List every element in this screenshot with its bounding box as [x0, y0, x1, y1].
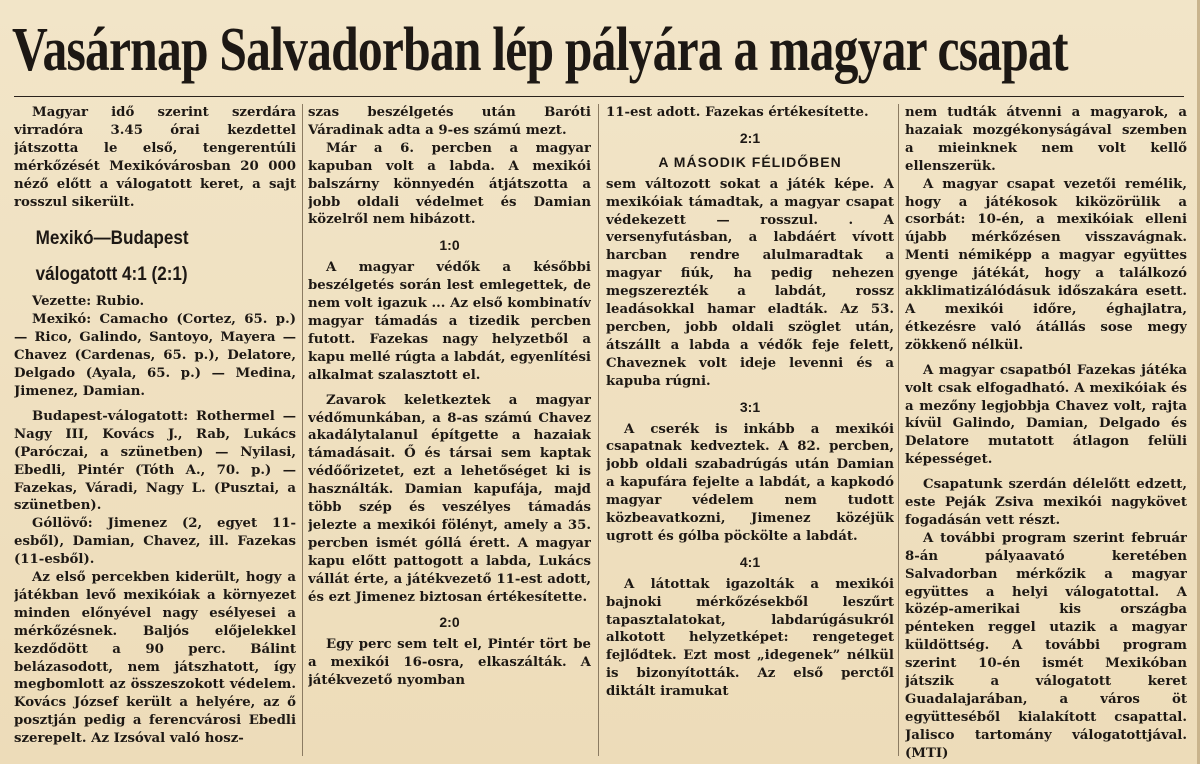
article-column-2: [308, 104, 591, 764]
referee-line: Vezette: Rubio.: [32, 294, 145, 310]
article-paragraph: nem tudták átvenni a magyarok, a hazaiak mozgékonyságával szemben a mieinknek nem volt kellő ellenszerük.: [905, 105, 1187, 174]
column-divider: [898, 104, 899, 756]
column-divider: [598, 104, 599, 756]
article-column-3: [606, 104, 894, 764]
article-paragraph: Egy perc sem telt el, Pintér tört be a mexikói 16-osra, elkaszálták. A játékvezető nyomban: [308, 637, 591, 689]
article-paragraph: A magyar védők a későbbi beszélgetés során lest emlegettek, de nem volt igazuk ... Az első kombinatív magyar támadás a tizedik percben futott. Fazekas nagy helyzetből a kapu mellé rúgta a labdát, egyenlítési alkalmat szalasztott el.: [308, 260, 591, 383]
mexico-lineup: Mexikó: Camacho (Cortez, 65. p.) — Rico, Galindo, Santoyo, Mayera — Chavez (Cardenas, 65. p.), Delatore, Delgado (Ayala, 65. p.) — Medina, Jimenez, Damian.: [14, 312, 296, 399]
score-marker: 2:0: [439, 614, 460, 631]
goal-scorers: Góllövő: Jimenez (2, egyet 11-esből), Damian, Chavez, ill. Fazekas (11-esből).: [14, 516, 296, 568]
match-heading: Mexikó—Budapest: [35, 228, 189, 250]
article-paragraph: A látottak igazolták a mexikói bajnoki mérkőzésekből leszűrt tapasztalatokat, labdarúgásukról alkotott helyzetképet: rengeteget fejlődtek. Ezt most „idegenek” nélkül is bizonyították. Az első perctől diktált iramukat: [606, 576, 894, 700]
article-paragraph: Az első percekben kiderült, hogy a játékban levő mexikóiak a környezet minden előnyével nagy esélyesei a mérkőzésnek. Baljós előjelekkel kezdődött a 90 perc. Bálint belázasodott, nem játszhatott, így megbomlott az összeszokott védelem. Kovács József került a helyére, az ő posztján pedig a ferencvárosi Ebedli szerepelt. Az Izsóval való hosz-: [14, 570, 296, 747]
section-heading: A MÁSODIK FÉLIDŐBEN: [658, 153, 842, 170]
score-marker: 4:1: [739, 553, 761, 570]
article-column-4: [905, 104, 1187, 764]
article-paragraph: A magyar csapat vezetői remélik, hogy a játékosok kiközörülik a csorbát: 10-én, a mexikóiak elleni újabb mérkőzésen visszavágnak. Menti némiképp a magyar együttes gyenge játékát, hogy a találkozó akklimatizálódásuk időszakára esett. A mexikói időre, éghajlatra, étkezésre való átállás sose megy zökkenő nélkül.: [905, 176, 1187, 353]
article-paragraph: Már a 6. percben a magyar kapuban volt a labda. A mexikói balszárny könnyedén átjátszotta a jobb oldali védelmet és Damian közelről nem hibázott.: [308, 140, 591, 228]
article-paragraph: A cserék is inkább a mexikói csapatnak kedveztek. A 82. percben, jobb oldali szabadrúgás után Damian a kapufára fejelte a labdát, a kapkodó magyar védelem nem tudott közbeavatkozni, Jimenez közéjük ugrott és gólba pöckölte a labdát.: [606, 421, 894, 544]
article-paragraph: sem változott sokat a játék képe. A mexikóiak támadtak, a magyar csapat védekezett — rosszul. . A versenyfutásban, a labdáért vívott harcban rendre alulmaradtak a magyar fiúk, ha pedig nehezen megszerezték a labdát, rossz leadásokkal hamar eladták. Az 53. percben, jobb oldali szöglet után, átszállt a labda a védők feje felett, Chaveznek volt ideje levenni és a kapuba rúgni.: [606, 176, 894, 389]
headline: Vasárnap Salvadorban lép pályára a magyar csapat: [12, 16, 1068, 84]
match-result-heading: válogatott 4:1 (2:1): [35, 264, 188, 286]
article-paragraph: szas beszélgetés után Baróti Váradinak adta a 9-es számú mezt.: [308, 105, 591, 138]
score-marker: 3:1: [739, 398, 761, 415]
article-paragraph: A további program szerint február 8-án pályaavató keretében Salvadorban mérkőzik a magyar együttes a helyi válogatottal. A közép-amerikai kis országba pénteken reggel utazik a magyar küldöttség. A további program szerint 10-én ismét Mexikóban játszik a válogatott keret Guadalajarában, a város öt együtteséből kialakított csapattal. Jalisco tartomány válogatottjával. (MTI): [905, 530, 1187, 761]
article-paragraph: 11-est adott. Fazekas értékesítette.: [606, 105, 869, 120]
score-marker: 1:0: [439, 237, 460, 254]
score-marker: 2:1: [739, 129, 761, 146]
lead-paragraph: Magyar idő szerint szerdára virradóra 3.45 órai kezdettel játszotta le első, tengerentúli mérkőzését Mexikóvárosban 20 000 néző előtt a válogatott keret, a sajt rosszul sikerült.: [14, 105, 296, 210]
article-column-1: [14, 104, 296, 764]
budapest-lineup: Budapest-válogatott: Rothermel — Nagy III, Kovács J., Rab, Lukács (Paróczai, a szünetben) — Nyilasi, Ebedli, Pintér (Tóth A., 70. p.) — Fazekas, Váradi, Nagy L. (Pusztai, a szünetben).: [14, 408, 296, 514]
article-paragraph: Csapatunk szerdán délelőtt edzett, este Peják Zsiva mexikói nagykövet fogadásán vett részt.: [905, 477, 1187, 528]
article-paragraph: A magyar csapatból Fazekas játéka volt csak elfogadható. A mexikóiak és a mezőny legjobbja Chavez volt, rajta kívül Galindo, Damian, Delgado és Delatore mutatott átlagon felüli képességet.: [905, 362, 1187, 468]
article-paragraph: Zavarok keletkeztek a magyar védőmunkában, a 8-as számú Chavez akadálytalanul építgette a hazaiak támadásait. Ő és társai sem kaptak védőőrizetet, ezt a lehetőséget ki is használták. Damian kapufája, majd több szép és veszélyes támadás jelezte a mexikói fölényt, amely a 35. percben ismét góllá érett. A magyar kapu előtt pattogott a labda, Lukács vállát érte, a játékvezető 11-est adott, és ezt Jimenez biztosan értékesítette.: [308, 392, 591, 605]
column-divider: [302, 104, 303, 756]
headline-rule: [14, 96, 1184, 97]
